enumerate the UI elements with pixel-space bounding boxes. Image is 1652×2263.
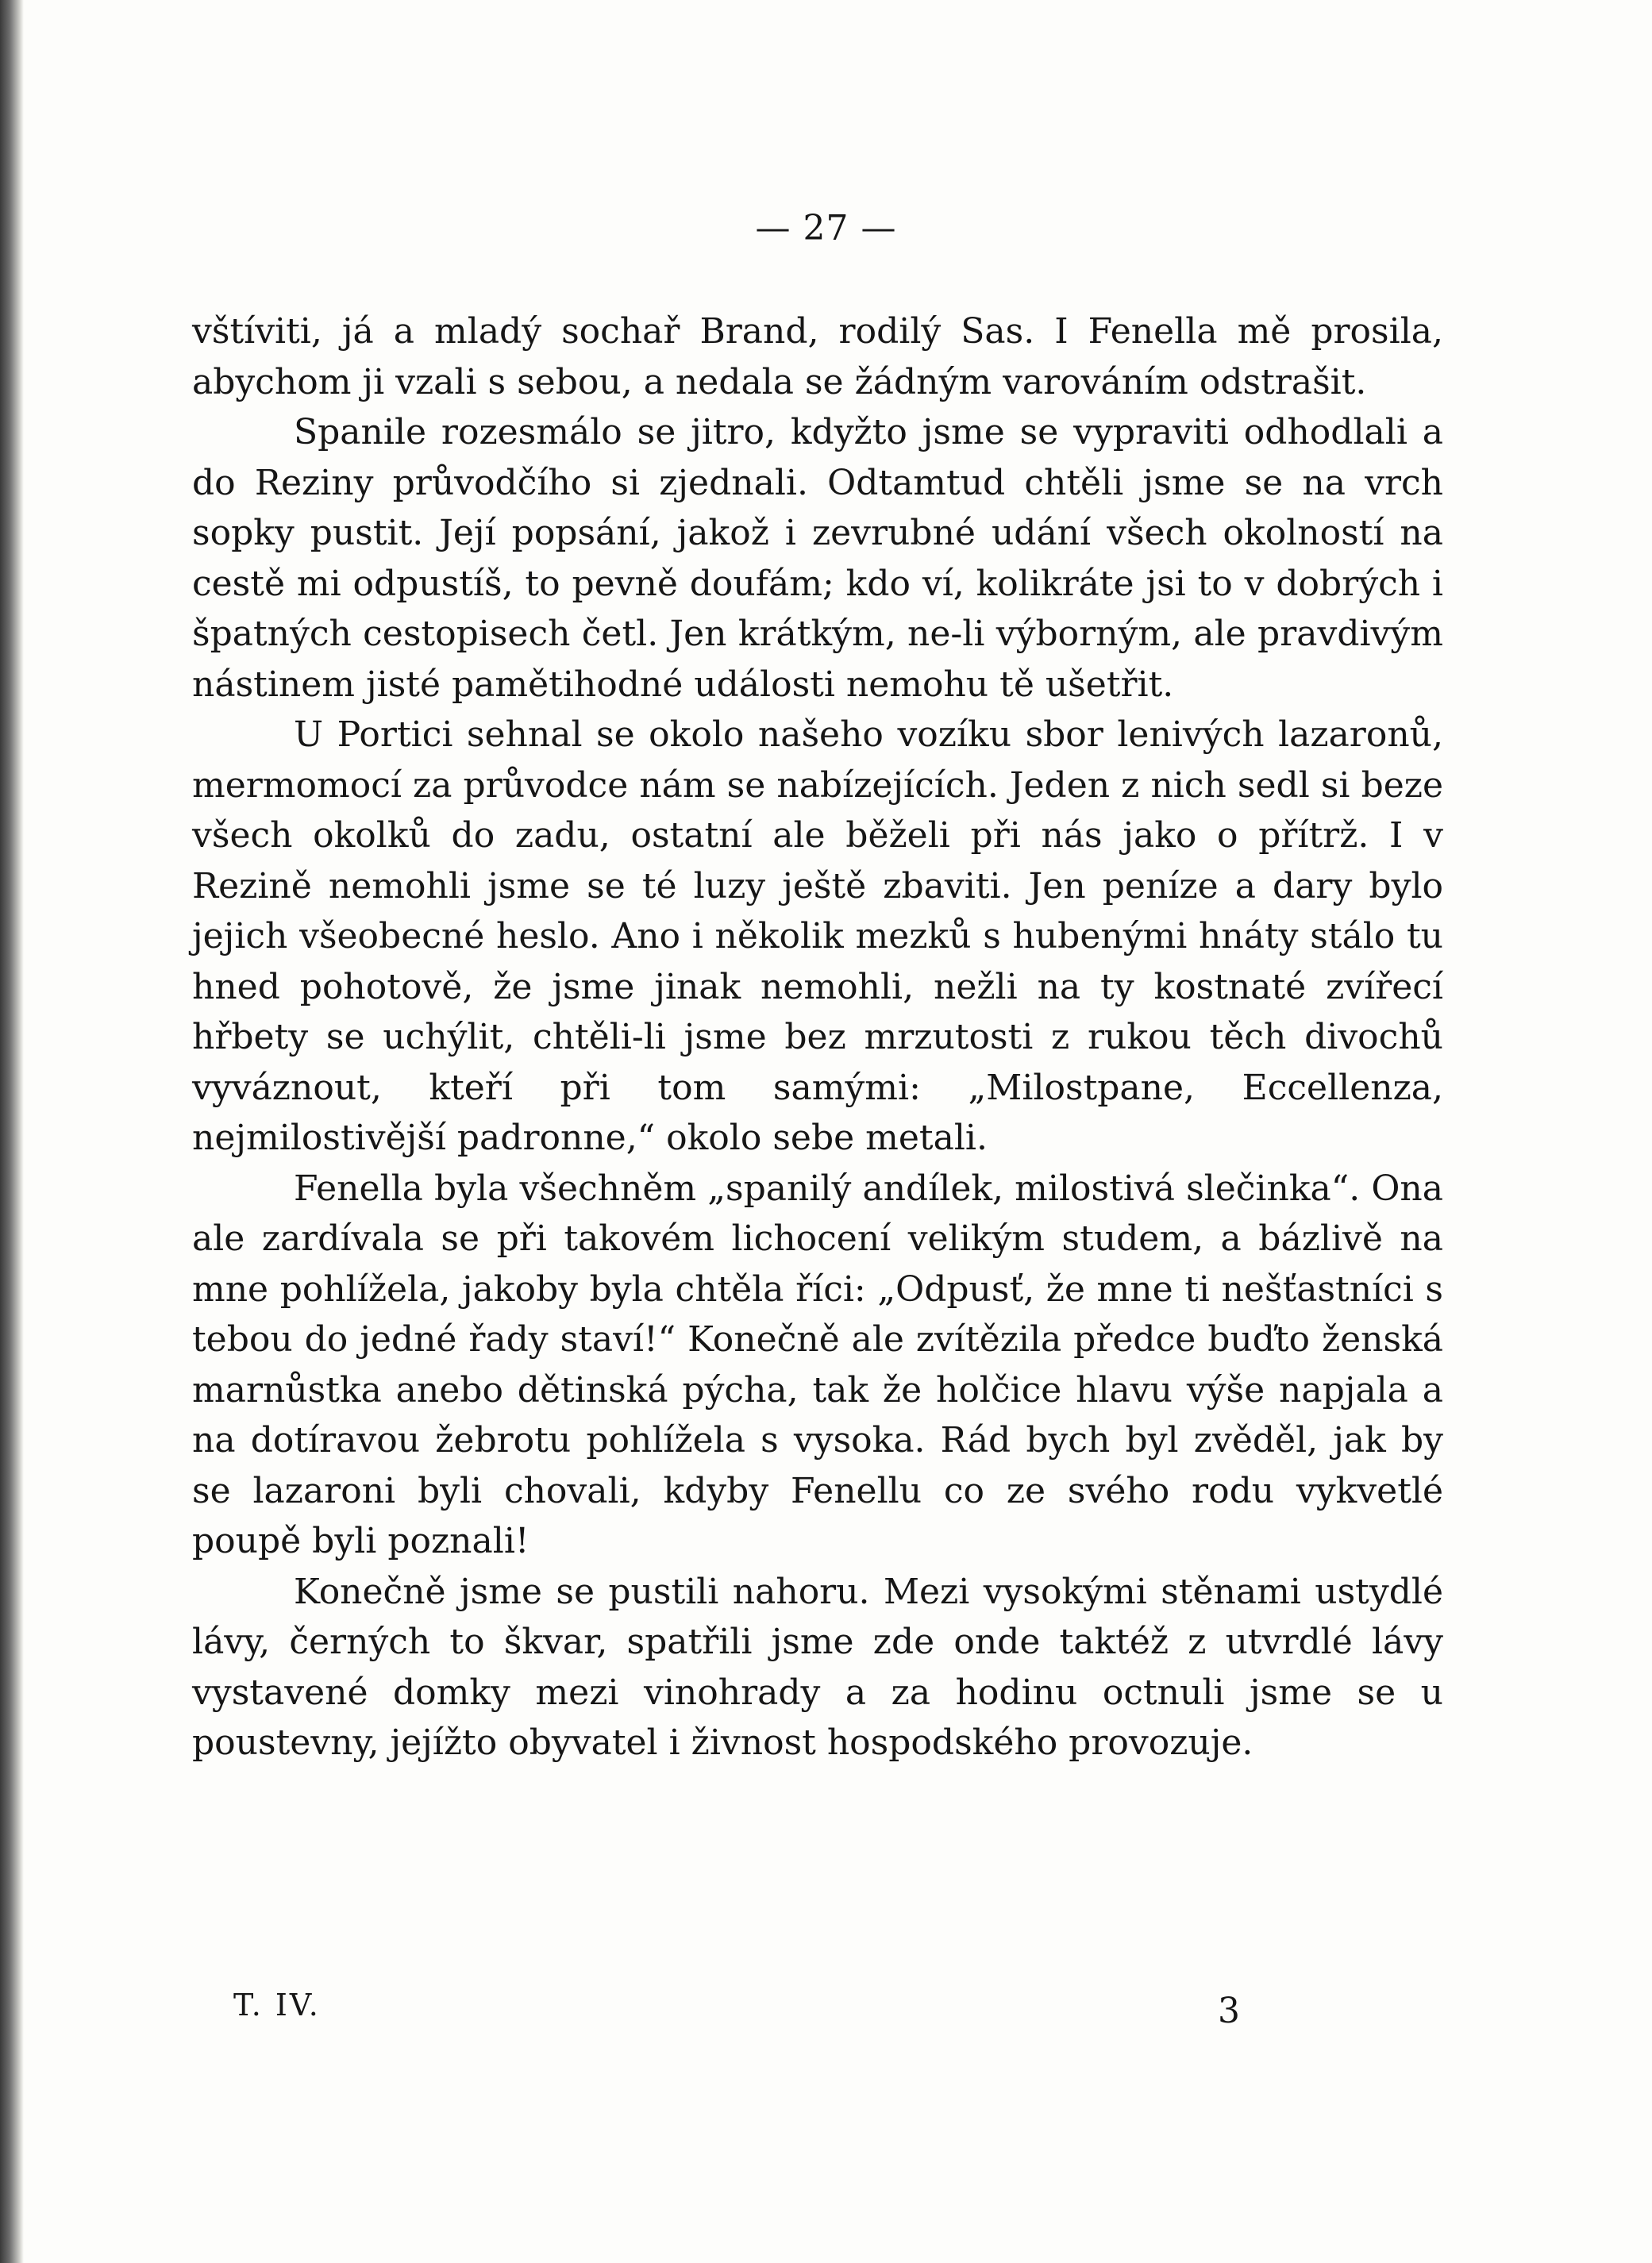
printer-signature-mark: T. IV.: [233, 1988, 321, 2022]
paragraph-2: Spanile rozesmálo se jitro, kdyžto jsme se vypraviti odhodlali a do Reziny průvodčího si zjednali. Odtamtud chtěli jsme se na vrch sopky pustit. Její popsání, jakož i zevrubné udání všech okolností na cestě mi odpustíš, to pevně doufám; kdo ví, kolikráte jsi to v dobrých i špatných cestopisech četl. Jen krátkým, ne-li výborným, ale pravdivým nástinem jisté pamětihodné události nemohu tě ušetřit.: [192, 412, 1443, 705]
paragraph-1: vštíviti, já a mladý sochař Brand, rodilý Sas. I Fenella mě prosila, abychom ji vzali s sebou, a nedala se žádným varováním odstrašit.: [192, 311, 1443, 402]
page-binding-edge: [0, 0, 24, 2263]
body-text: [192, 306, 1443, 1768]
paragraph-5: Konečně jsme se pustili nahoru. Mezi vysokými stěnami ustydlé lávy, černých to škvar, spatřili jsme zde onde taktéž z utvrdlé lávy vystavené domky mezi vinohrady a za hodinu octnuli jsme se u poustevny, jejížto obyvatel i živnost hospodského provozuje.: [192, 1571, 1443, 1763]
paragraph-4: Fenella byla všechněm „spanilý andílek, milostivá slečinka“. Ona ale zardívala se při takovém lichocení velikým studem, a bázlivě na mne pohlížela, jakoby byla chtěla říci: „Odpusť, že mne ti nešťastníci s tebou do jedné řady staví!“ Konečně ale zvítězila předce buďto ženská marnůstka anebo dětinská pýcha, tak že holčice hlavu výše napjala a na dotíravou žebrotu pohlížela s vysoka. Rád bych byl zvěděl, jak by se lazaroni byli chovali, kdyby Fenellu co ze svého rodu vykvetlé poupě byli poznali!: [192, 1168, 1443, 1561]
page-number: — 27 —: [755, 208, 897, 248]
paragraph-3: U Portici sehnal se okolo našeho vozíku sbor lenivých lazaronů, mermomocí za průvodce nám se nabízejících. Jeden z nich sedl si beze všech okolků do zadu, ostatní ale běželi při nás jako o přítrž. I v Rezině nemohli jsme se té luzy ještě zbaviti. Jen peníze a dary bylo jejich všeobecné heslo. Ano i několik mezků s hubenými hnáty stálo tu hned pohotově, že jsme jinak nemohli, nežli na ty kostnaté zvířecí hřbety se uchýlit, chtěli-li jsme bez mrzutosti z rukou těch divochů vyváznout, kteří při tom samými: „Milostpane, Eccellenza, nejmilostivější padronne,“ okolo sebe metali.: [192, 714, 1443, 1158]
sheet-number: 3: [1218, 1991, 1240, 2031]
